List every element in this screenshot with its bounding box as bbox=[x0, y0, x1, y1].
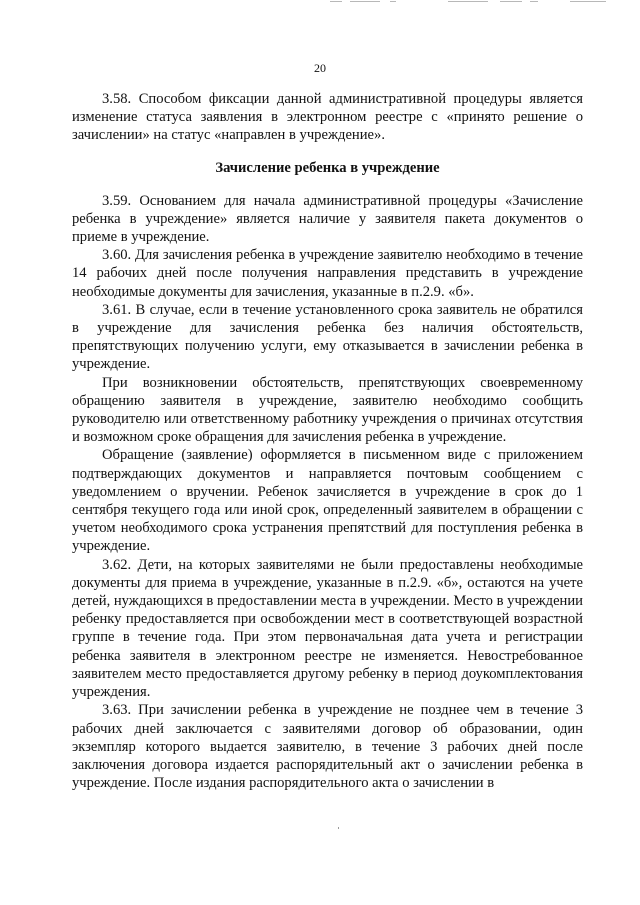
paragraph-application: Обращение (заявление) оформляется в письменном виде с приложением подтверждающих документов и направляется почтовым сообщением с уведомлением о вручении. Ребенок зачисляется в учреждение в срок до 1 сентября текущего года или иной срок, определенный заявителем в обращении с учетом необходимого срока устранения препятствий для поступления ребенка в учреждение. bbox=[72, 447, 583, 555]
paragraph-3-58: 3.58. Способом фиксации данной административной процедуры является изменение статуса заявления в электронном реестре с «принято решение о зачислении» на статус «направлен в учреждение». bbox=[72, 91, 583, 144]
document-body bbox=[72, 90, 583, 792]
paragraph-3-59: 3.59. Основанием для начала административной процедуры «Зачисление ребенка в учреждение» является наличие у заявителя пакета документов о приеме в учреждение. bbox=[72, 192, 583, 246]
paragraph-3-62: 3.62. Дети, на которых заявителями не были предоставлены необходимые документы для приема в учреждение, указанные в п.2.9. «б», остаются на учете детей, нуждающихся в предоставлении места в учреждении. Место в учреждении ребенку предоставляется при освобождении мест в соответствующей возрастной группе в течение года. При этом первоначальная дата учета и регистрации ребенка заявителя в электронном реестре не изменяется. Невостребованное заявителем место предоставляется другому ребенку в период доукомплектования учреждения. bbox=[72, 556, 583, 701]
section-title: Зачисление ребенка в учреждение bbox=[215, 159, 440, 176]
paragraph-3-63: 3.63. При зачислении ребенка в учреждение не позднее чем в течение 3 рабочих дней заключается с заявителями договор об образовании, один экземпляр которого выдается заявителю, в течение 3 рабочих дней после заключения договора издается распорядительный акт о зачислении ребенка в учреждение. После издания распорядительного акта о зачислении в bbox=[72, 702, 583, 792]
page-number: 20 bbox=[314, 61, 326, 75]
scan-speck bbox=[338, 827, 339, 829]
paragraph-circumstances: При возникновении обстоятельств, препятствующих своевременному обращению заявителя в учреждение, заявителю необходимо сообщить руководителю или ответственному работнику учреждения о причинах отсутствия и возможном сроке обращения для зачисления ребенка в учреждение. bbox=[72, 374, 583, 446]
scan-artifacts bbox=[330, 0, 610, 6]
paragraph-3-61: 3.61. В случае, если в течение установленного срока заявитель не обратился в учреждение для зачисления ребенка без наличия обстоятельств, препятствующих получению услуги, ему отказывается в зачислении ребенка в учреждение. bbox=[72, 301, 583, 373]
paragraph-3-60: 3.60. Для зачисления ребенка в учреждение заявителю необходимо в течение 14 рабочих дней после получения направления представить в учреждение необходимые документы для зачисления, указанные в п.2.9. «б». bbox=[72, 247, 583, 300]
